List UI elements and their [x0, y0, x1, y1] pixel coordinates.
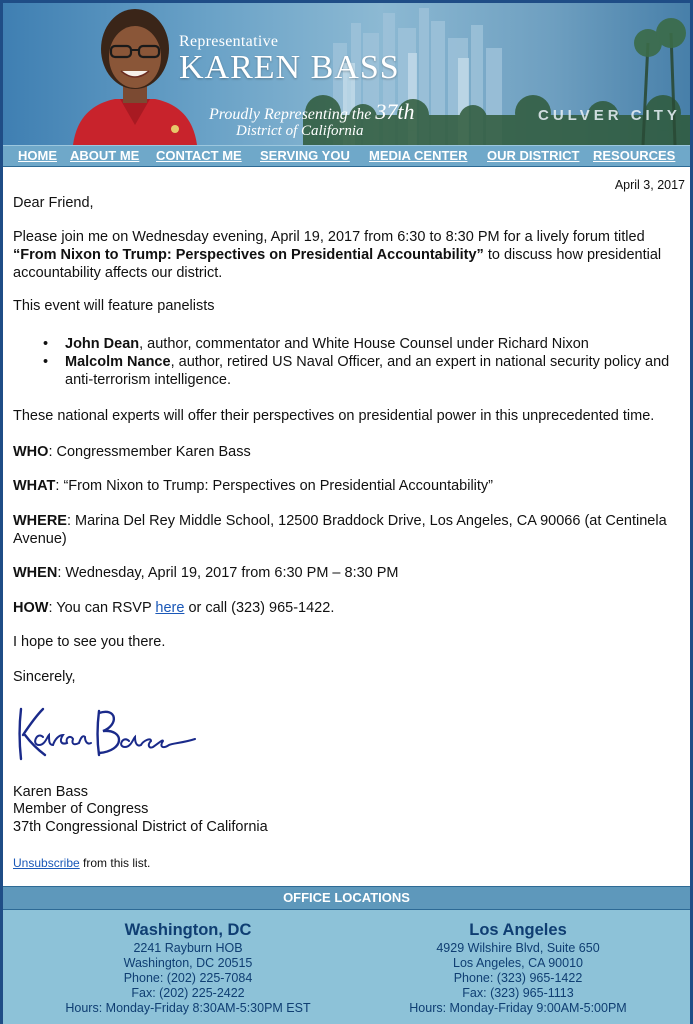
panel-intro: This event will feature panelists	[13, 298, 215, 314]
la-office-phone: Phone: (323) 965-1422	[453, 971, 583, 985]
when-line	[13, 564, 685, 582]
header-title-small: Representative	[179, 33, 279, 50]
signer-name: Karen Bass	[13, 784, 88, 800]
signer-district: 37th Congressional District of California	[13, 819, 268, 835]
nav-media-center[interactable]: MEDIA CENTER	[369, 148, 468, 163]
greeting: Dear Friend,	[13, 195, 94, 211]
la-office	[383, 920, 653, 1016]
nav-contact-me[interactable]: CONTACT ME	[156, 148, 242, 163]
dc-office-line1: 2241 Rayburn HOB	[133, 941, 243, 955]
experts-line: These national experts will offer their perspectives on presidential power in this unprecedented time.	[13, 408, 655, 424]
letter-date: April 3, 2017	[614, 178, 685, 192]
what-label: WHAT	[13, 478, 56, 494]
how-line	[13, 599, 685, 617]
header-tagline-district: District of California	[236, 123, 364, 139]
how-value-end: or call (323) 965-1422.	[184, 600, 335, 616]
where-line	[13, 512, 685, 548]
panelist-list	[13, 335, 685, 389]
where-value: : Marina Del Rey Middle School, 12500 Braddock Drive, Los Angeles, CA 90066 (at Centinela Avenue)	[13, 513, 667, 547]
unsubscribe-text: from this list.	[79, 856, 151, 870]
panelist-name: Malcolm Nance	[65, 354, 171, 370]
nav-serving-you[interactable]: SERVING YOU	[260, 148, 350, 163]
how-value: : You can RSVP	[48, 600, 156, 616]
header-name: KAREN BASS	[179, 49, 400, 86]
panelist-name: John Dean	[65, 336, 140, 352]
list-item	[13, 353, 685, 389]
header-banner	[3, 3, 690, 145]
dc-office-line2: Washington, DC 20515	[123, 956, 253, 970]
unsubscribe-link[interactable]: Unsubscribe	[13, 856, 80, 870]
dc-office	[43, 920, 333, 1016]
closing: Sincerely,	[13, 669, 76, 685]
intro-paragraph	[13, 228, 685, 282]
header-tagline	[209, 99, 414, 125]
dc-office-phone: Phone: (202) 225-7084	[123, 971, 253, 985]
la-office-hours: Hours: Monday-Friday 9:00AM-5:00PM	[409, 1001, 627, 1015]
office-locations-heading: OFFICE LOCATIONS	[3, 886, 690, 910]
hope-line: I hope to see you there.	[13, 634, 166, 650]
rsvp-link[interactable]: here	[155, 600, 185, 616]
when-value: : Wednesday, April 19, 2017 from 6:30 PM – 8:30 PM	[57, 565, 399, 581]
nav-resources[interactable]: RESOURCES	[593, 148, 676, 163]
la-office-line1: 4929 Wilshire Blvd, Suite 650	[436, 941, 600, 955]
when-label: WHEN	[13, 565, 58, 581]
la-office-fax: Fax: (323) 965-1113	[462, 986, 574, 1000]
la-office-city: Los Angeles	[469, 921, 567, 939]
la-office-line2: Los Angeles, CA 90010	[453, 956, 583, 970]
intro-text-end: to discuss how presidential accountability affects our district.	[13, 247, 662, 281]
who-label: WHO	[13, 444, 49, 460]
bullet-icon: •	[43, 354, 49, 370]
dc-office-hours: Hours: Monday-Friday 8:30AM-5:30PM EST	[65, 1001, 311, 1015]
signer-title: Member of Congress	[13, 801, 149, 817]
who-value: : Congressmember Karen Bass	[48, 444, 251, 460]
office-locations	[3, 886, 690, 1024]
how-label: HOW	[13, 600, 49, 616]
tagline-text: Proudly Representing the	[209, 106, 372, 123]
signature-image	[13, 701, 203, 771]
list-item	[13, 335, 685, 353]
who-line	[13, 443, 685, 461]
where-label: WHERE	[13, 513, 67, 529]
nav-our-district[interactable]: OUR DISTRICT	[487, 148, 580, 163]
tagline-district-number: 37th	[375, 99, 415, 124]
nav-home[interactable]: HOME	[18, 148, 57, 163]
bullet-icon: •	[43, 336, 49, 352]
event-title: “From Nixon to Trump: Perspectives on Presidential Accountability”	[13, 247, 484, 263]
panelist-desc: , author, commentator and White House Counsel under Richard Nixon	[139, 336, 589, 352]
intro-text: Please join me on Wednesday evening, April 19, 2017 from 6:30 to 8:30 PM for a lively forum titled	[13, 229, 645, 245]
panelist-desc: , author, retired US Naval Officer, and an expert in national security policy and anti-terrorism intelligence.	[65, 354, 670, 388]
skyline-text: CULVER CITY	[538, 107, 681, 124]
what-value: : “From Nixon to Trump: Perspectives on Presidential Accountability”	[55, 478, 494, 494]
dc-office-city: Washington, DC	[124, 921, 252, 939]
what-line	[13, 477, 685, 495]
main-nav	[3, 145, 690, 167]
dc-office-fax: Fax: (202) 225-2422	[131, 986, 245, 1000]
nav-about-me[interactable]: ABOUT ME	[70, 148, 140, 163]
unsubscribe-line	[13, 854, 685, 872]
